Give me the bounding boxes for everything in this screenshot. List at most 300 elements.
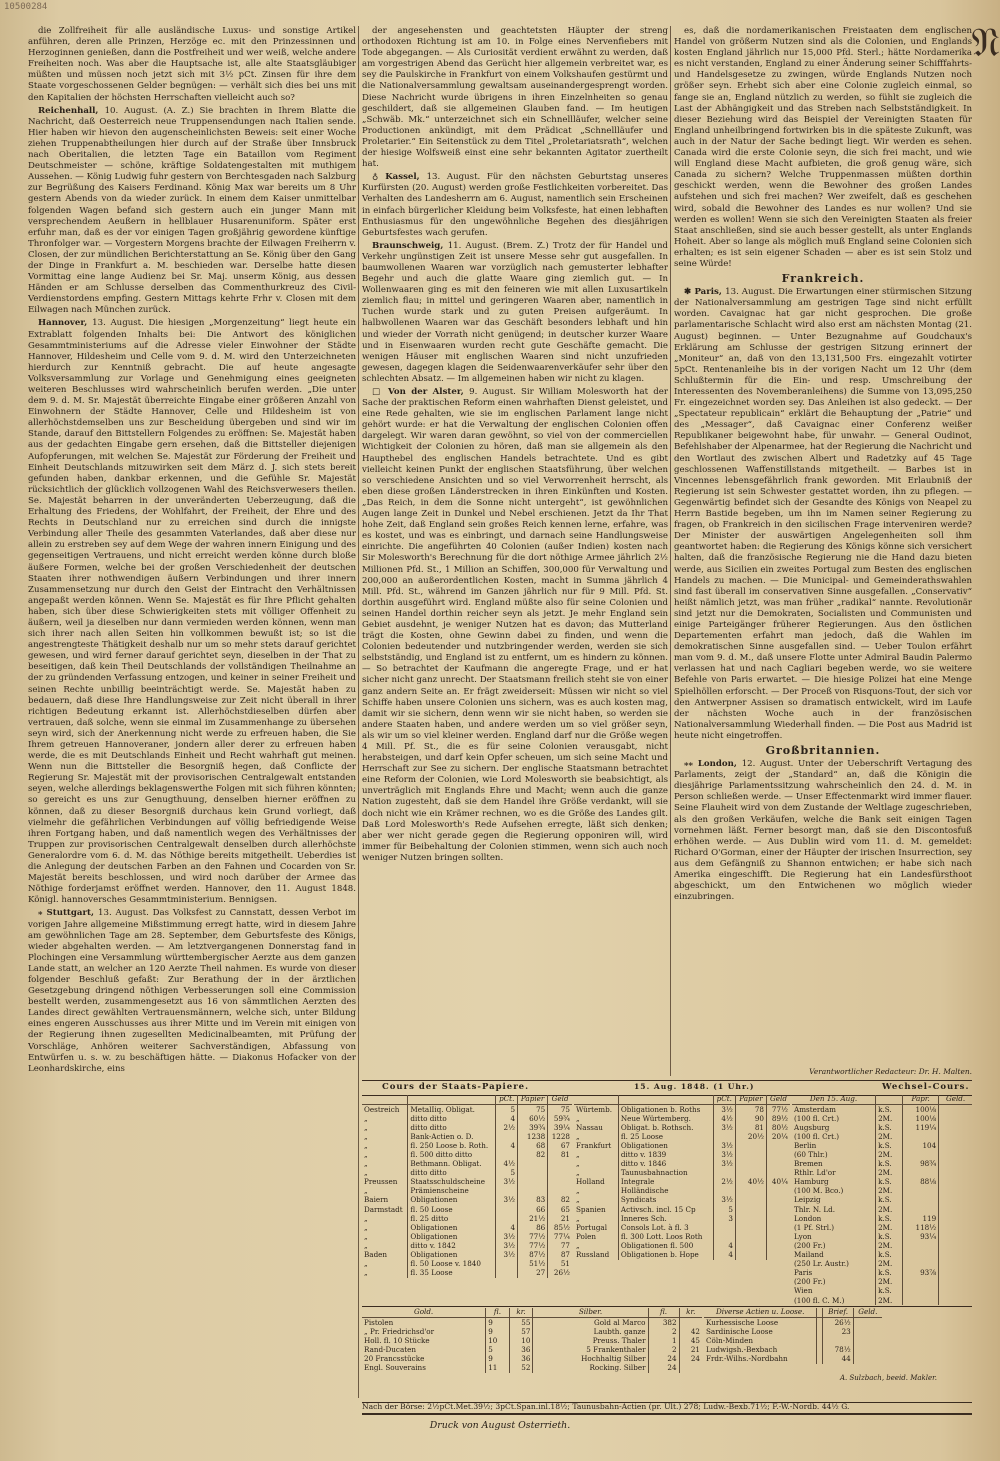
table-cell: [496, 1187, 518, 1196]
table-row: [792, 1151, 972, 1160]
table-cell: 90: [735, 1114, 766, 1123]
table-cell: MetalIiq. Obligat.: [408, 1105, 496, 1115]
column-header: Papier: [518, 1095, 548, 1105]
table-cell: [939, 1251, 972, 1260]
table-row: [362, 1123, 572, 1132]
table-cell: 9: [486, 1318, 509, 1328]
table-row: [362, 1141, 572, 1150]
table-cell: [939, 1123, 972, 1132]
table-row: [792, 1269, 972, 1278]
table-cell: [939, 1132, 972, 1141]
table-cell: 36: [509, 1345, 533, 1354]
table-cell: 83: [518, 1196, 548, 1205]
dateline: ⁎ Stuttgart,: [38, 908, 99, 919]
table-cell: 9: [486, 1327, 509, 1336]
table-cell: [679, 1318, 702, 1328]
table-cell: London: [794, 1214, 822, 1223]
table-cell: [853, 1336, 882, 1345]
table-cell: 23: [823, 1327, 853, 1336]
table-cell: Baiern: [364, 1196, 389, 1205]
table-cell: k.S.: [876, 1251, 903, 1260]
table-cell: Hamburg: [794, 1177, 829, 1187]
table-cell: 77: [548, 1242, 572, 1251]
table-cell: 77½: [518, 1242, 548, 1251]
table-cell: 4: [496, 1141, 518, 1150]
table-row: [362, 1345, 702, 1354]
table-cell: Mailand: [794, 1250, 824, 1260]
table-cell: 78½: [823, 1345, 853, 1354]
table-cell: [518, 1178, 548, 1187]
table-cell: 2½: [496, 1123, 518, 1132]
column-header: Den 15. Aug.: [792, 1095, 876, 1105]
table-cell: Laubth. ganze: [533, 1327, 648, 1336]
table-cell: 2M.: [876, 1205, 903, 1214]
table-cell: fl. 25 Loose: [618, 1132, 713, 1141]
table-cell: 11: [486, 1364, 509, 1373]
table-cell: „: [576, 1168, 580, 1178]
table-cell: k.S.: [876, 1160, 903, 1169]
table-cell: 24: [679, 1354, 702, 1363]
table-cell: [735, 1196, 766, 1205]
table-cell: [939, 1178, 972, 1187]
table-cell: [939, 1187, 972, 1196]
table-row: [362, 1269, 572, 1278]
table-cell: 42: [679, 1327, 702, 1336]
table-cell: [939, 1160, 972, 1169]
table-row: [792, 1178, 972, 1187]
table-cell: [713, 1169, 735, 1178]
table-cell: Paris: [794, 1268, 813, 1278]
table-row: [792, 1123, 972, 1132]
cours-title: Cours der Staats-Papiere.: [382, 1082, 530, 1092]
table-cell: 39¾: [518, 1123, 548, 1132]
table-cell: „: [364, 1241, 368, 1250]
table-cell: [735, 1187, 766, 1196]
table-row: [792, 1287, 972, 1296]
table-cell: 4½: [713, 1114, 735, 1123]
table-cell: 5: [713, 1205, 735, 1214]
table-header-row: [362, 1095, 572, 1105]
table-cell: [496, 1132, 518, 1141]
table-cell: 21½: [518, 1214, 548, 1223]
table-cell: Portugal: [576, 1223, 608, 1232]
dateline: ✱ Paris,: [684, 287, 726, 298]
table-row: [792, 1242, 972, 1251]
table-row: [792, 1296, 972, 1305]
table-cell: 1: [648, 1336, 679, 1345]
table-cell: 87: [548, 1251, 572, 1260]
bottom-tables: [362, 1306, 972, 1372]
table-row: [792, 1278, 972, 1287]
table-cell: „: [364, 1223, 368, 1232]
table-cell: Frdr.-Wilhs.-Nordbahn: [706, 1354, 788, 1363]
table-cell: [735, 1232, 766, 1241]
table-cell: 93¼: [903, 1232, 939, 1241]
table-cell: 52: [509, 1364, 533, 1373]
table-cell: Neue Würtemberg.: [618, 1114, 713, 1123]
column-header: [574, 1095, 618, 1105]
table-cell: 5 Frankenthaler: [533, 1345, 648, 1354]
table-cell: 77½: [767, 1105, 791, 1115]
article-paragraph: [28, 318, 356, 906]
table-cell: Amsterdam: [794, 1104, 836, 1114]
table-cell: 82: [548, 1196, 572, 1205]
dateline: ⁎⁎ London,: [684, 759, 742, 770]
table-cell: 382: [648, 1318, 679, 1328]
table-cell: [767, 1205, 791, 1214]
table-cell: Obligationen: [408, 1196, 496, 1205]
table-cell: [939, 1296, 972, 1305]
table-cell: 2M.: [876, 1132, 903, 1141]
table-header-row: [362, 1308, 702, 1318]
table-cell: fl. 300 Lott. Loos Roth: [618, 1232, 713, 1241]
table-cell: Hochhaltig Silber: [533, 1354, 648, 1363]
table-cell: 81: [548, 1151, 572, 1160]
column-rule: [358, 26, 359, 1398]
table-cell: [496, 1205, 518, 1214]
table-cell: fl. 35 Loose: [408, 1269, 496, 1278]
table-cell: [767, 1196, 791, 1205]
table-cell: 3½: [713, 1105, 735, 1115]
table-cell: 3½: [496, 1251, 518, 1260]
table-cell: [767, 1242, 791, 1251]
table-header-row: [704, 1308, 882, 1318]
table-cell: 40½: [735, 1178, 766, 1187]
table-row: [362, 1242, 572, 1251]
table-cell: „: [364, 1232, 368, 1241]
table-cell: (100 fl. Crt.): [794, 1132, 840, 1141]
table-row: [792, 1160, 972, 1169]
table-cell: 87½: [518, 1251, 548, 1260]
article-text: 11. August. (Brem. Z.) Trotz der für Handel und Verkehr ungünstigen Zeit ist unsere Messe sehr gut ausgefallen. In baumwollenen Waaren war vorzüglich nach gemusterter lebhafter Begehr und auch die glatte Waare ging ziemlich gut. — In Wollenwaaren ging es mit den feineren wie mit allen Luxusartikeln ziemlich flau; in mittel und geringeren Waaren aber, namentlich in Tuchen wurde stark und zu guten Preisen aufgeräumt. In halbwollenen Waaren war das Geschäft besonders lebhaft und hin und wieder der Vorrath nicht genügend; in deutscher kurzer Waare und in Eisenwaaren wurden recht gute Geschäfte gemacht. Die wenigen Häuser mit englischen Waaren sind nicht unzufrieden gewesen, dagegen klagen die Seidenwaarenverkäufer sehr über den schlechten Absatz. — Im allgemeinen haben wir nicht zu klagen.: [362, 240, 668, 384]
table-cell: 4: [713, 1251, 735, 1260]
table-cell: „: [576, 1150, 580, 1159]
table-cell: k.S.: [876, 1269, 903, 1278]
article-paragraph: [28, 908, 356, 1074]
table-cell: 40¼: [767, 1178, 791, 1187]
table-cell: Syndicats: [618, 1196, 713, 1205]
table-cell: [496, 1260, 518, 1269]
table-row: [362, 1169, 572, 1178]
table-cell: [939, 1151, 972, 1160]
table-cell: [518, 1160, 548, 1169]
article-text: 12. August. Unter der Ueberschrift Vertagung des Parlaments, zeigt der „Standard“ an, daß die Königin die diesjährige Parlamentssitzung wahrscheinlich den 24. d. M. in Person schließen werde. — Unser Effectenmarkt wird immer flauer. Seine Flauheit wird von dem Zustande der Weltlage zugeschrieben, als den großen Verkäufen, welche die Bank seit einigen Tagen vornehmen läßt. Ferner besorgt man, daß sie den Discontosfuß erhöhen werde. — Aus Dublin wird vom 11. d. M. gemeldet: Richard O'Gorman, einer der Häupter der irischen Insurrection, sey aus dem Gefängniß zu Shannon entwichen; er habe sich nach Amerika eingeschifft. Die Regierung hat ein Landesfürsthoot abgeschickt, um den Entwichenen wo möglich wieder einzubringen.: [674, 759, 972, 903]
table-cell: 20¼: [767, 1132, 791, 1141]
table-cell: k.S.: [876, 1232, 903, 1241]
table-wechsel: [792, 1095, 972, 1305]
table-cell: k.S.: [876, 1287, 903, 1296]
table-row: [574, 1251, 790, 1260]
table-cell: Staatsschuldscheine: [408, 1178, 496, 1187]
table-row: [574, 1196, 790, 1205]
table-cell: [903, 1260, 939, 1269]
table-cell: „: [364, 1150, 368, 1159]
table-cell: 57: [509, 1327, 533, 1336]
table-cell: [735, 1251, 766, 1260]
table-cell: 3½: [496, 1196, 518, 1205]
table-cell: fl. 250 Loose b. Roth.: [408, 1141, 496, 1150]
table-row: [574, 1232, 790, 1241]
column-header: pCt.: [496, 1095, 518, 1105]
table-cell: [735, 1160, 766, 1169]
table-cell: [767, 1232, 791, 1241]
adjacent-page-glyph: 𝔑: [971, 20, 1000, 66]
table-cell: ditto ditto: [408, 1169, 496, 1178]
column-1: [28, 26, 356, 1391]
article-paragraph: [362, 241, 668, 385]
table-cell: k.S.: [876, 1178, 903, 1187]
table-cell: 82: [518, 1151, 548, 1160]
table-cell: Augsburg: [794, 1123, 830, 1132]
table-cell: fl. 50 Loose v. 1840: [408, 1260, 496, 1269]
table-cell: (1 Pf. Strl.): [794, 1223, 835, 1232]
column-header: Geld.: [939, 1095, 972, 1105]
table-cell: „ Pr. Friedrichsd'or: [364, 1327, 435, 1336]
column-header: Silber.: [533, 1308, 648, 1318]
table-cell: [903, 1151, 939, 1160]
table-cell: 75: [548, 1105, 572, 1115]
table-cell: 5: [496, 1169, 518, 1178]
table-cell: 2M.: [876, 1278, 903, 1287]
table-cell: [767, 1223, 791, 1232]
table-cell: [496, 1214, 518, 1223]
table-cell: [903, 1187, 939, 1196]
table-cell: Holland: [576, 1177, 605, 1187]
table-cell: (100 M. Bco.): [794, 1186, 844, 1196]
table-cell: [518, 1187, 548, 1196]
table-cell: 75: [518, 1105, 548, 1115]
table-row: [704, 1354, 882, 1363]
column-header: Papier: [735, 1095, 766, 1105]
table-cell: [496, 1269, 518, 1278]
dateline: Reichenhall,: [38, 105, 105, 116]
table-header-row: [574, 1095, 790, 1105]
table-cell: [548, 1178, 572, 1187]
column-rule: [670, 26, 671, 1076]
table-row: [704, 1318, 882, 1328]
table-cell: [496, 1151, 518, 1160]
table-row: [574, 1169, 790, 1178]
table-row: [574, 1105, 790, 1115]
table-cell: [939, 1278, 972, 1287]
table-cell: 119¼: [903, 1123, 939, 1132]
table-cell: Obligat. b. Rothsch.: [618, 1123, 713, 1132]
table-row: [362, 1196, 572, 1205]
table-cell: 3: [713, 1214, 735, 1223]
table-row: [362, 1187, 572, 1196]
table-cell: „: [576, 1196, 580, 1205]
table-cell: [903, 1196, 939, 1205]
table-cell: [939, 1287, 972, 1296]
table-cell: 3½: [496, 1178, 518, 1187]
table-cell: „: [576, 1241, 580, 1250]
table-cell: [713, 1132, 735, 1141]
table-cell: 45: [679, 1336, 702, 1345]
table-cell: [939, 1260, 972, 1269]
table-row: [362, 1223, 572, 1232]
article-text: 13. August. Für den nächsten Geburtstag unseres Kurfürsten (20. August) werden große Festlichkeiten vorbereitet. Das Verhalten des Landesherrn am 6. August, namentlich sein Erscheinen in einfach bürgerlicher Kleidung beim Volksfeste, hat einen lebhaften Enthusiasmus für den ungewöhnliche Begehen des diesjährigen Geburtsfestes wach gerufen.: [362, 172, 668, 238]
table-cell: [939, 1205, 972, 1214]
table-cell: k.S.: [876, 1196, 903, 1205]
table-cell: 2M.: [876, 1151, 903, 1160]
section-heading: Frankreich.: [781, 272, 865, 286]
table-cell: [853, 1345, 882, 1354]
table-staatspapiere-left: [362, 1095, 572, 1278]
table-cell: [679, 1364, 702, 1373]
table-cell: 5: [486, 1345, 509, 1354]
column-3: [674, 26, 972, 1086]
table-cell: Spanien: [576, 1205, 606, 1214]
table-cell: [939, 1169, 972, 1178]
borse-line: Nach der Börse: 2½pCt.Met.39½; 3pCt.Span.inl.18½; Taunusbahn-Actien (pr. Ult.) 278; Ludw.-Bexb.71½; F.-W.-Nordb. 44½ G.: [362, 1402, 972, 1415]
column-2: [362, 26, 668, 1076]
table-cell: Rand-Ducaten: [364, 1345, 416, 1354]
table-cell: Würtemb.: [576, 1104, 613, 1114]
table-cell: 119: [903, 1214, 939, 1223]
table-row: [362, 1114, 572, 1123]
table-cell: [518, 1169, 548, 1178]
table-cell: Obligationen: [408, 1223, 496, 1232]
table-cell: Prämienscheine: [408, 1187, 496, 1196]
table-cell: Pistolen: [364, 1317, 394, 1327]
table-cell: [548, 1187, 572, 1196]
table-cell: 27: [518, 1269, 548, 1278]
table-row: [792, 1141, 972, 1150]
table-cell: [853, 1354, 882, 1363]
table-cell: 51½: [518, 1260, 548, 1269]
column-header: [876, 1095, 903, 1105]
table-cell: „: [364, 1159, 368, 1169]
table-cell: ditto v. 1839: [618, 1151, 713, 1160]
table-cell: 100⅛: [903, 1114, 939, 1123]
table-cell: Berlin: [794, 1141, 817, 1150]
table-cell: [853, 1327, 882, 1336]
table-cell: Obligationen b. Roths: [618, 1105, 713, 1115]
table-cell: Rthlr. Ld'or: [794, 1168, 836, 1178]
table-cell: 89½: [767, 1114, 791, 1123]
table-cell: [903, 1242, 939, 1251]
table-cell: 77½: [518, 1232, 548, 1241]
makler-signature: A. Sulzbach, beeid. Makler.: [840, 1374, 937, 1382]
table-cell: 60½: [518, 1114, 548, 1123]
table-cell: 20 Francsstücke: [364, 1354, 425, 1363]
table-row: [574, 1114, 790, 1123]
table-row: [704, 1345, 882, 1354]
table-cell: Engl. Souverains: [364, 1363, 426, 1372]
column-header: Geld: [767, 1095, 791, 1105]
table-cell: [903, 1278, 939, 1287]
table-cell: 81: [735, 1123, 766, 1132]
table-cell: Lyon: [794, 1232, 812, 1241]
table-row: [574, 1178, 790, 1187]
table-cell: [823, 1336, 853, 1345]
table-cell: [735, 1151, 766, 1160]
article-paragraph: [362, 26, 668, 170]
table-cell: Leipzig: [794, 1196, 821, 1205]
table-cell: 100⅛: [903, 1105, 939, 1115]
table-cell: 85½: [548, 1223, 572, 1232]
table-cell: [548, 1160, 572, 1169]
table-cell: ditto v. 1846: [618, 1160, 713, 1169]
table-cell: Sardinische Loose: [706, 1327, 773, 1336]
table-row: [574, 1151, 790, 1160]
table-cell: 4½: [496, 1160, 518, 1169]
table-cell: [767, 1141, 791, 1150]
article-text: der angesehensten und geachtetsten Häupter der streng orthodoxen Richtung ist am 10. in Folge eines Nervenfiebers mit Tode abgegangen. — Als Curiosität verdient erwähnt zu werden, daß am vorgestrigen Abend das Gerücht hier allgemein verbreitet war, es sey die Paulskirche in Frankfurt von einem Volkshaufen gestürmt und die Nationalversammlung gewaltsam auseinandergesprengt worden. Diese Nachricht wurde übrigens in ihren Einzelnheiten so genau geschildert, daß sie allgemeinen Glauben fand. — Im heutigen „Schwäb. Mk.“ unterzeichnet sich ein Schnellläufer, welcher seine Productionen ankündigt, mit dem Prädicat „Schnellläufer und Proletarier.“ Ein Seitenstück zu dem Titel „Proletariatsrath“, welchen der hiesige Wolfsweiß einst eine sehr bekannten Agitator zuertheilt hat.: [362, 26, 668, 170]
column-header: kr.: [679, 1308, 702, 1318]
article-text: 13. August. Die hiesigen „Morgenzeitung“ liegt heute ein Extrablatt folgenden Inhalts bei: Die Antwort des königlichen Gesammtministeriums auf die Adresse vieler Einwohner der Städte Hannover, Hildesheim und Celle vom 9. d. M. wird den Unterzeichneten hierdurch zur Kenntniß gebracht. Die auf heute angesagte Volksversammlung zur Vorlage und Genehmigung eines geeigneten weiteren Beschlusses wird wahrscheinlich berufen werden. „Die unter dem 9. d. M. Sr. Majestät überreichte Eingabe einer größeren Anzahl von Einwohnern der Städte Hannover, Celle und Hildesheim ist von allerhöchstdemselben uns zur Bescheidung übergeben und sind wir im Stande, darauf den Bittstellern Folgendes zu eröffnen: Se. Majestät haben aus der gedachten Eingabe gern ersehen, daß die Bittsteller diejenigen Aufopferungen, mit welchen Se. Majestät zur Förderung der Freiheit und Einheit Deutschlands mitzuwirken seit dem März d. J. sich stets bereit gefunden haben, dankbar erkennen, und die Gefühle Sr. Majestät rücksichtlich der glücklich vollzogenen Wahl des Reichsverwesers theilen. Se. Majestät beharren in der unveränderten Ueberzeugung, daß die Erhaltung des Friedens, der Wohlfahrt, der Freiheit, der Ehre und des Rechts in Deutschland nur zu erreichen sind durch die innigste Verbindung aller Theile des gesammten Vaterlandes, daß aber diese nur allein zu erstreben sey auf dem Wege der wahren innern Einigung und des gegenseitigen Vertrauens, und nicht erreicht werden könne durch bloße äußere Formen, welche bei der großen Verschiedenheit der deutschen Staaten ihrer nothwendigen äußern Verbindungen und ihrer innern Zusammensetzung nur durch den Geist der Eintracht den Verhältnissen angepaßt werden können. Wenn Se. Majestät es für Ihre Pflicht gehalten haben, sich über diese Schwierigkeiten stets mit völliger Offenheit zu äußern, weil ja dieselben nur dann vermieden werden können, wenn man sich ihrer nach allen Seiten hin vollkommen bewußt ist; so ist die angestrengteste Thätigkeit deshalb nur um so mehr stets darauf gerichtet gewesen, und wird ferner darauf gerichtet seyn, dieselben in der That zu beseitigen, daß kein Theil Deutschlands der vollständigen Theilnahme an der zu gründenden Verfassung entzogen, und keiner in seiner Freiheit und seinen Rechte unbillig beeinträchtigt werde. Se. Majestät haben zu bedauern, daß diese Ihre Handlungsweise zur Zeit nicht überall in ihrer richtigen Bedeutung erkannt ist. Allerhöchstdieselben dürfen aber vertrauen, daß solche, wenn sie einmal im Zusammenhange zu übersehen seyn wird, sich der Anerkennung nicht werde zu erfreuen haben, die Sie Ihrem getreuen Hannoveraner, jondern aller derer zu erfreuen haben werde, die es mit Deutschlands Einheit und Recht wahrhaft gut meinen. Wenn nun die Bittsteller die Besorgniß hegen, daß Conflicte der Regierung Sr. Majestät mit der provisorischen Centralgewalt entstanden seyen, welche allerdings beklagenswerthe Folgen mit sich führen könnten; so gereicht es uns zur Genugthuung, denselben hierner eröffnen zu können, daß zu dieser Besorgniß durchaus kein Grund vorliegt, daß vielmehr die gefährlichen Verbindungen auf völlig befriedigende Weise ihren Fortgang haben, und daß namentlich wegen des Verhältnisses der Truppen zur provisorischen Centralgewalt denselben durch allerhöchste Generalordre vom 6. d. M. das Nöthige bereits mitgetheilt. Ueberdies ist die Anlegung der deutschen Farben an den Fahnen und Cocarden von Sr. Majestät bereits beschlossen, und wird noch darüber der Armee das Nöthige forderjamst eröffnet werden. Hannover, den 11. August 1848. Königl. hannoversches Gesammtministerium. Bennigsen.: [28, 318, 356, 906]
table-row: [574, 1141, 790, 1150]
table-cell: Holl. fl. 10 Stücke: [364, 1336, 430, 1345]
table-cell: 4: [496, 1223, 518, 1232]
column-header: fl.: [648, 1308, 679, 1318]
table-cell: Frankfurt: [576, 1141, 612, 1150]
table-cell: Rocking. Silber: [533, 1364, 648, 1373]
table-cell: 67: [548, 1141, 572, 1150]
table-cell: [903, 1287, 939, 1296]
table-row: [792, 1232, 972, 1241]
table-cell: „: [364, 1259, 368, 1269]
table-cell: k.S.: [876, 1214, 903, 1223]
table-cell: 65: [548, 1205, 572, 1214]
article-text: 10. August. (A. Z.) Sie brachten in Ihrem Blatte die Nachricht, daß Oesterreich neue Truppensendungen nach Italien sende. Hier haben wir hievon den augenscheinlichsten Beweis: seit einer Woche ziehen Truppenabtheilungen hier durch auf der Straße über Innsbruck nach Oberitalien, die letzten Tage ein Bataillon vom Regiment Deutschmeister — schöne, kräftige Soldatengestalten mit muthigem Aussehen. — König Ludwig fuhr gestern von Berchtesgaden nach Salzburg zur Begrüßung des Kaisers Ferdinand. König Max war bereits um 8 Uhr gestern Abends von da wieder zurück. In einem dem Kaiser unmittelbar folgenden Wagen befand sich gestern auch ein junger Mann mit versprechendem Aeußern in hellblauer Husarenuniform. Später erst erfuhr man, daß es der vor einigen Tagen großjährig gewordene künftige Thronfolger war. — Vorgestern Morgens brachte der Eilwagen Freiherrn v. Closen, der zur mündlichen Berichterstattung an Se. König über den Gang der Dinge in Frankfurt a. M. beschieden war. Derselbe hatte diesen Vormittag eine lange Audienz bei Sr. Maj. unserm König, aus dessen Händen er am Schlusse derselben das Commenthurkreuz des Civil-Verdienstordens empfing. Gestern Mittags kehrte Frhr v. Closen mit dem Eilwagen nach München zurück.: [28, 105, 356, 316]
table-actien: [704, 1308, 882, 1364]
table-cell: [903, 1169, 939, 1178]
table-cell: [767, 1169, 791, 1178]
table-cell: 10: [509, 1336, 533, 1345]
table-row: [792, 1223, 972, 1232]
table-cell: 3½: [713, 1160, 735, 1169]
table-cell: [853, 1318, 882, 1328]
table-row: [792, 1260, 972, 1269]
article-paragraph: [28, 26, 356, 104]
table-gold-silber: [362, 1308, 702, 1373]
column-header: [618, 1095, 713, 1105]
table-cell: 1238: [518, 1132, 548, 1141]
stock-quotes: [362, 1080, 972, 1411]
table-cell: „: [576, 1214, 580, 1223]
table-cell: 77¼: [548, 1232, 572, 1241]
article-text: die Zollfreiheit für alle ausländische Luxus- und sonstige Artikel anführen, deren alle Prinzen, Herzöge ec. mit den Prinzessinnen und Herzoginnen genießen, dann die Postfreiheit und wer weiß, welche andere Freiheiten noch. Was aber die Hauptsache ist, alle alte Staatsgläubiger müßten und müssen noch jetzt sich mit 3½ pCt. Zinsen für ihre dem Staate vorgeschossenen Gelder begnügen: — verhält sich dies bei uns mit den Kapitalien der höchsten Herrschaften vielleicht auch so?: [28, 26, 356, 103]
table-cell: 39¼: [548, 1123, 572, 1132]
table-cell: 24: [648, 1364, 679, 1373]
table-cell: Ludwigsh.-Bexbach: [706, 1345, 778, 1354]
table-cell: „: [576, 1132, 580, 1141]
table-row: [574, 1223, 790, 1232]
table-row: [792, 1105, 972, 1115]
column-header: Papr.: [903, 1095, 939, 1105]
table-row: [362, 1318, 702, 1328]
table-cell: [548, 1169, 572, 1178]
table-cell: [767, 1187, 791, 1196]
table-cell: (200 Fr.): [794, 1241, 826, 1250]
table-cell: 2M.: [876, 1296, 903, 1305]
table-cell: Obligationen: [408, 1251, 496, 1260]
article-text: es, daß die nordamerikanischen Freistaaten dem englischen Handel von größerm Nutzen sind als die Colonien, und Englands kosten England jährlich nur 15,000 Pfd. Sterl.; hätte Nordamerika es nicht verstanden, England zu einer Änderung seiner Schifffahrts- und Handelsgesetze zu zwingen, würde Englands Nutzen noch größer seyn. Erhebt sich aber eine Colonie zugleich einmal, so fange sie an, England nützlich zu werden, so fühlt sie zugleich die Last der Abhängigkeit und das Streben nach Selbstständigkeit. In dieser Beziehung wird das Beispiel der Vereinigten Staaten für England unheilbringend fortwirken bis in die späteste Zukunft, was auch in der Natur der Sache bedingt liegt. Wir werden es sehen. Canada wird die erste Colonie seyn, die sich frei macht, und wie will England diese Macht aufbieten, die groß genug wäre, sich Canada zu sichern? Welche Truppenmassen müßten dorthin geschickt werden, wenn die Bewohner des großen Landes aufstehen und sich frei machen? Wer zweifelt, daß es geschehen wird, sobald die Bewohner des Landes es nur wollen? Und sie werden es wollen! Wenn sie sich den Vereinigten Staaten als freier Staat anschließen, sind sie auch besser gestellt, als unter Englands Hoheit. Aber so lange als möglich muß England seine Colonien sich erhalten; es ist sein eigener Schaden — aber es ist sein Stolz und seine Würde!: [674, 26, 972, 269]
table-cell: Consols Lot. à fl. 3: [618, 1223, 713, 1232]
table-cell: 2M.: [876, 1260, 903, 1269]
table-cell: [903, 1205, 939, 1214]
table-cell: 51: [548, 1260, 572, 1269]
table-cell: Obligationen: [618, 1141, 713, 1150]
table-cell: 36: [509, 1354, 533, 1363]
table-cell: [939, 1269, 972, 1278]
table-cell: 104: [903, 1141, 939, 1150]
table-cell: (60 Thlr.): [794, 1150, 828, 1159]
table-cell: Holländische: [618, 1187, 713, 1196]
table-row: [362, 1214, 572, 1223]
table-row: [704, 1336, 882, 1345]
